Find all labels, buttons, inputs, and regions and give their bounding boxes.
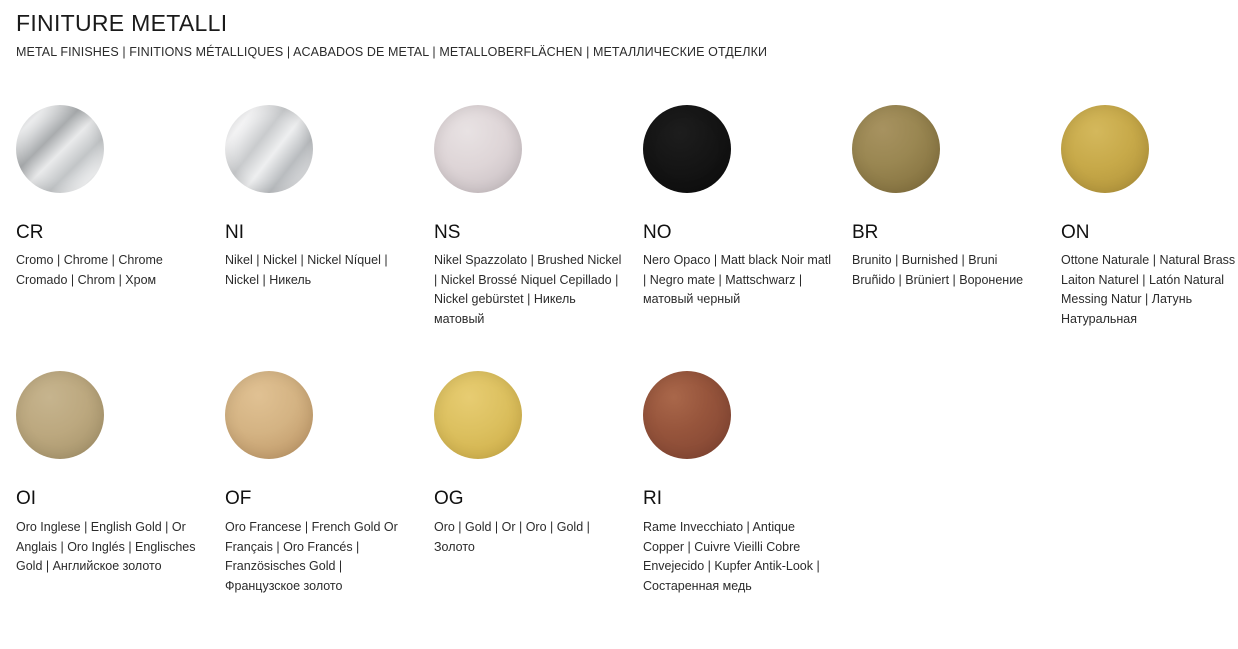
finish-description: Nero Opaco | Matt black Noir matl | Negro mate | Mattschwarz | матовый черный xyxy=(643,253,832,307)
finish-code: OG xyxy=(434,488,464,510)
finish-description: Oro Francese | French Gold Or Français | Oro Francés | Französisches Gold | Французское золото xyxy=(225,520,398,593)
finish-code: CR xyxy=(16,221,44,243)
finish-item[interactable] xyxy=(434,105,634,330)
page-header xyxy=(0,0,1238,59)
finish-item[interactable] xyxy=(16,105,216,330)
finish-item[interactable] xyxy=(434,371,634,596)
page-subtitle: METAL FINISHES | FINITIONS MÉTALLIQUES | ACABADOS DE METAL | METALLOBERFLÄCHEN | МЕТАЛЛИЧЕСКИЕ ОТДЕЛКИ xyxy=(16,44,768,59)
finish-item[interactable] xyxy=(225,371,425,596)
finish-swatch-circle[interactable] xyxy=(643,105,731,193)
finish-code: BR xyxy=(852,221,879,243)
finish-code: OI xyxy=(16,488,37,510)
finish-swatch-circle[interactable] xyxy=(434,105,522,193)
page-title: FINITURE METALLI xyxy=(16,10,228,36)
finish-swatch-circle[interactable] xyxy=(434,371,522,459)
finish-description: Ottone Naturale | Natural Brass Laiton Naturel | Latón Natural Messing Natur | Латунь Натуральная xyxy=(1061,253,1236,326)
finish-code: OF xyxy=(225,488,252,510)
finish-swatch-circle[interactable] xyxy=(225,371,313,459)
finish-code: NI xyxy=(225,221,244,243)
finish-description: Nikel | Nickel | Nickel Níquel | Nickel | Никель xyxy=(225,253,388,287)
finish-description: Oro Inglese | English Gold | Or Anglais | Oro Inglés | Englisches Gold | Английское золото xyxy=(16,520,196,574)
finishes-grid xyxy=(0,105,1238,597)
finish-swatch-circle[interactable] xyxy=(1061,105,1149,193)
finish-swatch-circle[interactable] xyxy=(852,105,940,193)
finish-item[interactable] xyxy=(16,371,216,596)
finish-item[interactable] xyxy=(643,371,843,596)
finish-item[interactable] xyxy=(852,105,1052,330)
finish-item[interactable] xyxy=(225,105,425,330)
finish-code: NO xyxy=(643,221,672,243)
finish-item[interactable] xyxy=(643,105,843,330)
finish-code: RI xyxy=(643,488,662,510)
finish-description: Rame Invecchiato | Antique Copper | Cuivre Vieilli Cobre Envejecido | Kupfer Antik-Look | Состаренная медь xyxy=(643,520,820,593)
finish-swatch-circle[interactable] xyxy=(643,371,731,459)
finish-description: Brunito | Burnished | Bruni Bruñido | Brüniert | Воронение xyxy=(852,253,1024,287)
finish-code: ON xyxy=(1061,221,1090,243)
finish-description: Nikel Spazzolato | Brushed Nickel | Nickel Brossé Niquel Cepillado | Nickel gebürstet | Никель матовый xyxy=(434,253,622,326)
finish-swatch-circle[interactable] xyxy=(16,371,104,459)
finish-item[interactable] xyxy=(1061,105,1238,330)
finish-description: Cromo | Chrome | Chrome Cromado | Chrom | Хром xyxy=(16,253,163,287)
finish-swatch-circle[interactable] xyxy=(225,105,313,193)
finish-code: NS xyxy=(434,221,461,243)
finish-swatch-circle[interactable] xyxy=(16,105,104,193)
finish-description: Oro | Gold | Or | Oro | Gold | Золото xyxy=(434,520,590,554)
